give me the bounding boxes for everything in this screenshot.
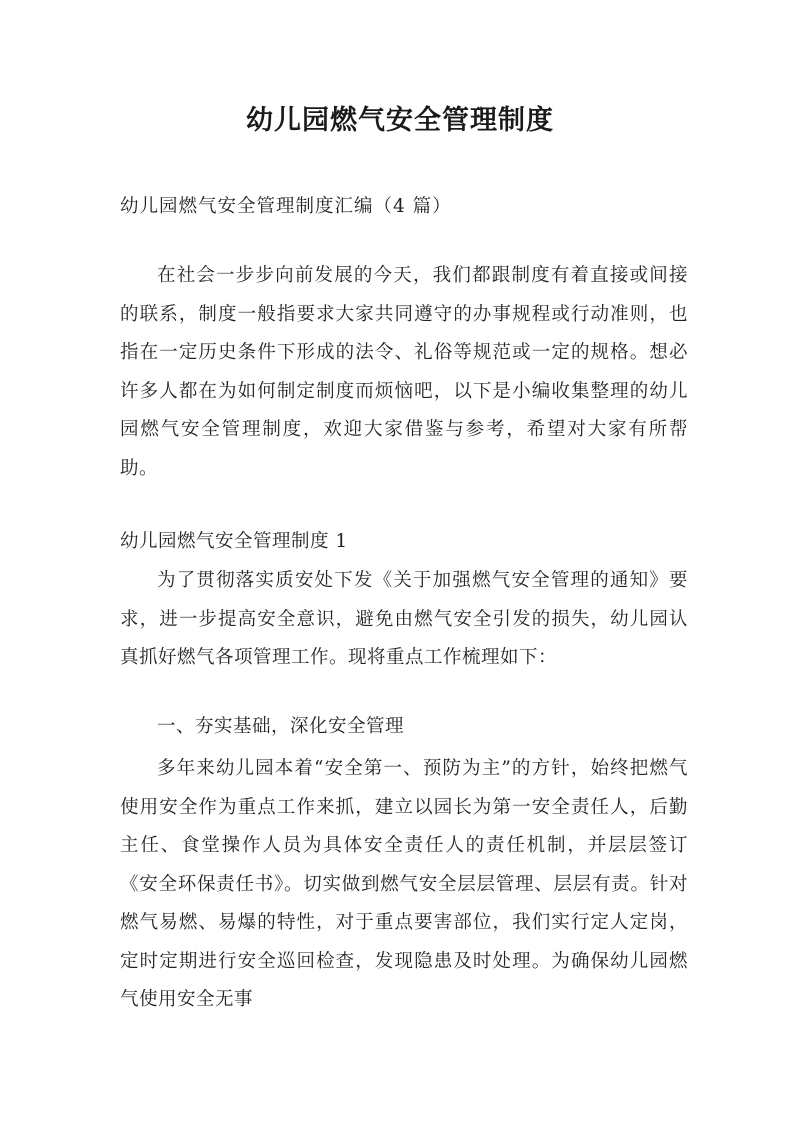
item-heading: 一、夯实基础，深化安全管理: [157, 716, 405, 737]
document-subtitle: 幼儿园燃气安全管理制度汇编（4 篇）: [120, 196, 452, 217]
intro-paragraph: 在社会一步步向前发展的今天，我们都跟制度有着直接或间接的联系，制度一般指要求大家共同遵守的办事规程或行动准则，也指在一定历史条件下形成的法令、礼俗等规范或一定的规格。想必许多人都在为如何制定制度而烦恼吧，以下是小编收集整理的幼儿园燃气安全管理制度，欢迎大家借鉴与参考，希望对大家有所帮助。: [120, 265, 688, 479]
section-heading: 幼儿园燃气安全管理制度 1: [120, 531, 348, 552]
section-paragraph: 多年来幼儿园本着“安全第一、预防为主”的方针，始终把燃气使用安全作为重点工作来抓，建立以园长为第一安全责任人，后勤主任、食堂操作人员为具体安全责任人的责任机制，并层层签订《安全环保责任书》。切实做到燃气安全层层管理、层层有责。针对燃气易燃、易爆的特性，对于重点要害部位，我们实行定人定岗，定时定期进行安全巡回检查，发现隐患及时处理。为确保幼儿园燃气使用安全无事: [120, 758, 688, 1010]
section-paragraph: 为了贯彻落实质安处下发《关于加强燃气安全管理的通知》要求，进一步提高安全意识，避免由燃气安全引发的损失，幼儿园认真抓好燃气各项管理工作。现将重点工作梳理如下：: [120, 570, 688, 668]
document-title: 幼儿园燃气安全管理制度: [246, 105, 554, 136]
